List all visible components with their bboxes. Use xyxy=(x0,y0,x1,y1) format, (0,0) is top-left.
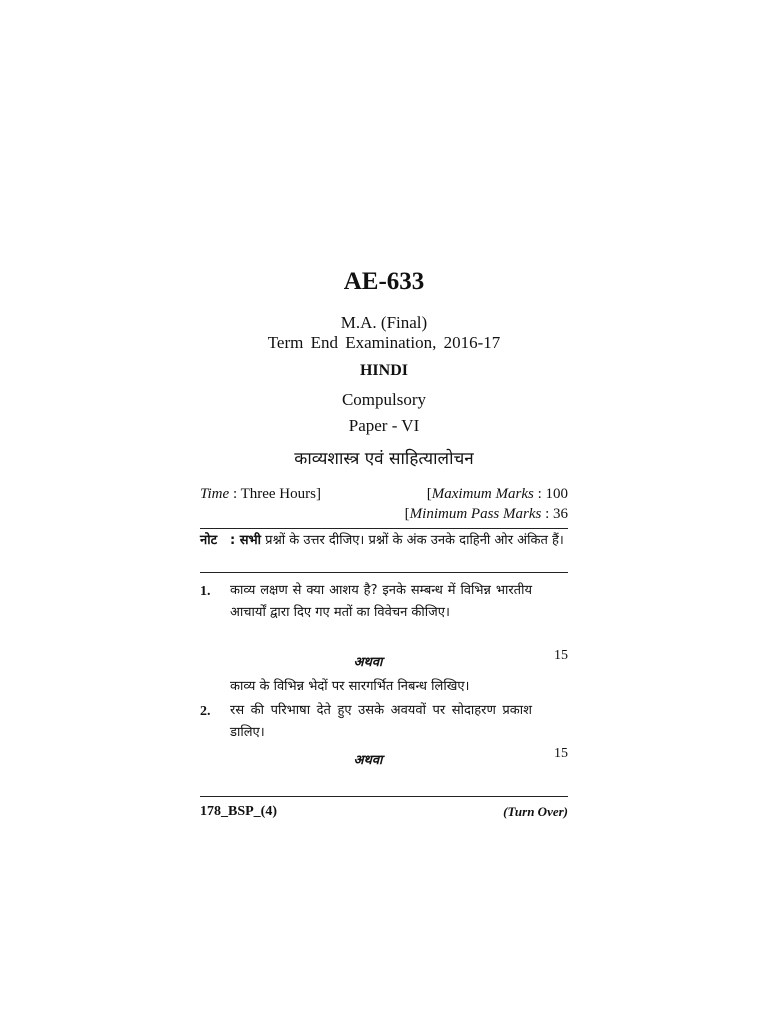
divider-middle xyxy=(200,572,568,573)
question-marks: 15 xyxy=(554,746,568,761)
paper-hindi-title: काव्यशास्त्र एवं साहित्यालोचन xyxy=(294,449,474,469)
note-body: प्रश्नों के उत्तर दीजिए। प्रश्नों के अंक उनके दाहिनी ओर अंकित हैं। xyxy=(265,533,564,548)
exam-paper-page xyxy=(200,0,568,1024)
divider-top xyxy=(200,528,568,529)
note-label: नोट xyxy=(200,533,218,548)
compulsory-label: Compulsory xyxy=(341,390,427,409)
paper-number: Paper - VI xyxy=(348,416,420,435)
min-marks-label: Minimum Pass Marks xyxy=(409,506,542,522)
question-text: काव्य लक्षण से क्या आशय है? इनके सम्बन्ध में विभिन्न भारतीय आचार्यों द्वारा दिए गए मतों का विवेचन कीजिए। xyxy=(230,583,532,620)
max-bracket: [ xyxy=(426,486,432,502)
exam-title: Term End Examination, 2016-17 xyxy=(267,333,501,352)
max-marks-info xyxy=(427,486,568,503)
time-label: Time xyxy=(200,486,230,502)
min-marks-info xyxy=(405,506,568,523)
paper-code: AE-633 xyxy=(343,268,425,295)
question-alternative: काव्य के विभिन्न भेदों पर सारगर्भित निबन्ध लिखिए। xyxy=(230,679,470,694)
note-text xyxy=(230,530,568,551)
min-bracket: [ xyxy=(404,506,410,522)
min-marks-value: : 36 xyxy=(545,506,568,522)
max-marks-value: : 100 xyxy=(537,486,568,502)
question-number: 1. xyxy=(200,584,211,599)
or-label: अथवा xyxy=(353,655,383,670)
note-lead: : सभी xyxy=(230,533,262,548)
subject-title: HINDI xyxy=(359,362,408,379)
degree-title: M.A. (Final) xyxy=(340,313,428,332)
footer-code: 178_BSP_(4) xyxy=(200,804,277,819)
question-marks: 15 xyxy=(554,648,568,663)
max-marks-label: Maximum Marks xyxy=(431,486,534,502)
or-label: अथवा xyxy=(353,753,383,768)
question-number: 2. xyxy=(200,704,211,719)
divider-bottom xyxy=(200,796,568,797)
time-value: : Three Hours] xyxy=(232,486,321,502)
turn-over-label: (Turn Over) xyxy=(503,804,568,819)
question-text: रस की परिभाषा देते हुए उसके अवयवों पर सोदाहरण प्रकाश डालिए। xyxy=(230,703,532,740)
time-info xyxy=(200,486,321,503)
